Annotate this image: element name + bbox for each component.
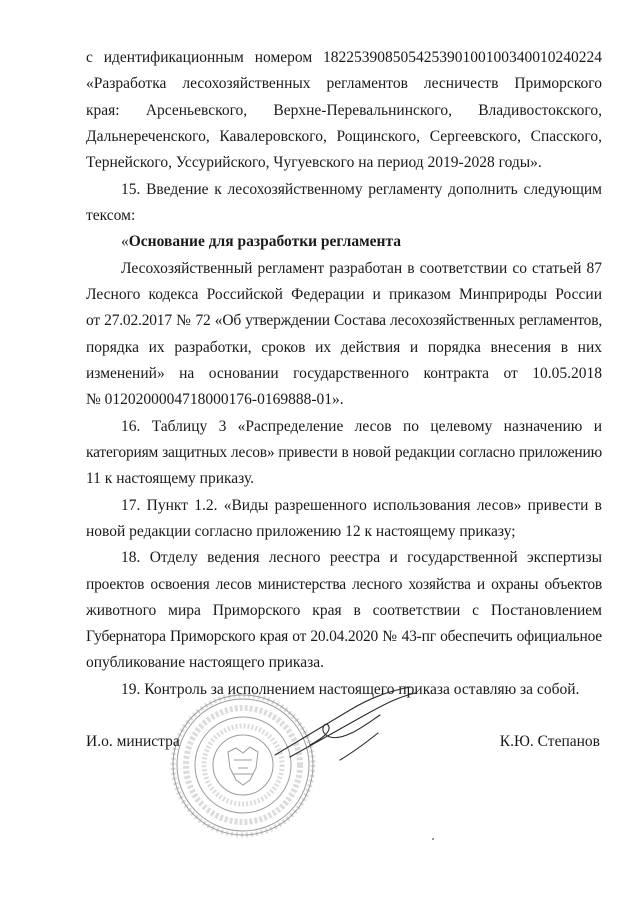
paragraph-19: 19. Контроль за исполнением настоящего приказа оставляю за собой. (121, 681, 580, 698)
text-line: новой редакции согласно приложению 12 к настоящему приказу; (86, 523, 516, 540)
text-line: порядка их разработки, сроков их действия и порядка внесения в них (86, 339, 602, 356)
text-line: тексом: (86, 207, 136, 224)
text-line: опубликование настоящего приказа. (86, 654, 324, 671)
text-line: Дальнереченского, Кавалеровского, Рощинского, Сергеевского, Спасского, (86, 128, 602, 145)
handwritten-signature (270, 685, 420, 765)
text-line: от 27.02.2017 № 72 «Об утверждении Состава лесохозяйственных регламентов, (86, 312, 602, 329)
text-line: животного мира Приморского края в соответствии с Постановлением (86, 602, 602, 619)
text-line: Тернейского, Уссурийского, Чугуевского на период 2019-2028 годы». (86, 154, 542, 171)
text-line: Губернатора Приморского края от 20.04.2020 № 43-пг обеспечить официальное (86, 628, 602, 645)
paragraph-15: 15. Введение к лесохозяйственному регламенту дополнить следующим (121, 181, 602, 198)
text-line: категориям защитных лесов» привести в новой редакции согласно приложению (86, 444, 602, 461)
text-line: 11 к настоящему приказу. (86, 470, 255, 487)
text-line: изменений» на основании государственного контракта от 10.05.2018 (86, 365, 602, 382)
text-line: с идентификационным номером 182253908505425390100100340010240224 (86, 49, 602, 66)
paragraph-16: 16. Таблицу 3 «Распределение лесов по целевому назначению и (121, 418, 602, 435)
paragraph-17: 17. Пункт 1.2. «Виды разрешенного использования лесов» привести в (121, 497, 602, 514)
signatory-name: К.Ю. Степанов (499, 733, 600, 750)
text-line: края: Арсеньевского, Верхне-Перевальнинского, Владивостокского, (86, 102, 602, 119)
text-line: «Разработка лесохозяйственных регламентов лесничеств Приморского (86, 75, 602, 92)
scan-speck (432, 838, 434, 840)
text-line: № 0120200004718000176-0169888-01». (86, 391, 344, 408)
text-line: Лесного кодекса Российской Федерации и приказом Минприроды России (86, 286, 602, 303)
text-line: проектов освоения лесов министерства лесного хозяйства и охраны объектов (86, 576, 602, 593)
signatory-position: И.о. министра (86, 733, 180, 750)
paragraph-18: 18. Отделу ведения лесного реестра и государственной экспертизы (121, 549, 602, 566)
section-heading: «Основание для разработки регламента (121, 233, 402, 250)
text-line: Лесохозяйственный регламент разработан в соответствии со статьей 87 (121, 260, 602, 277)
